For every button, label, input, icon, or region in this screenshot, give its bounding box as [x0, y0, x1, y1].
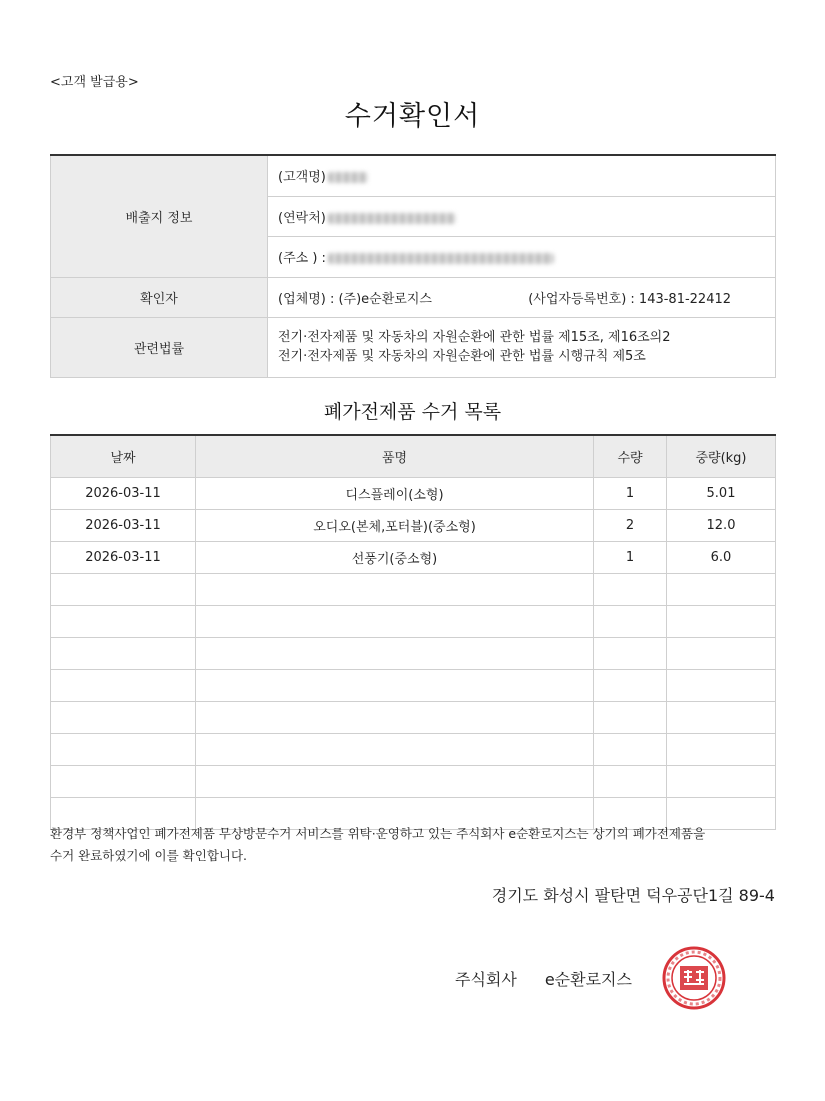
row-date: 2026-03-11	[51, 478, 196, 510]
company-name-text: (업체명) : (주)e순환로지스	[278, 291, 432, 307]
company-address: 경기도 화성시 팔탄면 덕우공단1길 89-4	[491, 886, 775, 905]
collection-list-title: 폐가전제품 수거 목록	[323, 401, 502, 423]
collection-list-table	[50, 434, 776, 830]
table-row	[51, 510, 776, 542]
customer-name-label: (고객명)	[278, 170, 326, 186]
column-header-date: 날짜	[51, 435, 196, 478]
row-weight: 5.01	[667, 478, 776, 510]
statement-line-1: 환경부 정책사업인 폐가전제품 무상방문수거 서비스를 위탁·운영하고 있는 주식회사 e순환로지스는 상기의 폐가전제품을	[50, 826, 706, 841]
row-quantity: 2	[594, 510, 667, 542]
related-law-cell	[268, 317, 776, 377]
statement-line-2: 수거 완료하였기에 이를 확인합니다.	[50, 848, 248, 863]
table-row	[51, 542, 776, 574]
customer-name-cell	[268, 155, 776, 196]
empty-row	[51, 638, 776, 670]
column-header-weight: 중량(kg)	[667, 435, 776, 478]
redacted-contact	[328, 213, 456, 224]
row-date: 2026-03-11	[51, 542, 196, 574]
confirmer-cell	[268, 277, 776, 317]
row-item: 오디오(본체,포터블)(중소형)	[196, 510, 594, 542]
empty-row	[51, 702, 776, 734]
company-seal-stamp	[662, 946, 726, 1010]
row-date: 2026-03-11	[51, 510, 196, 542]
company-prefix: 주식회사	[455, 970, 517, 989]
company-signature	[455, 967, 632, 990]
empty-row	[51, 734, 776, 766]
empty-row	[51, 574, 776, 606]
discharge-info-label: 배출지 정보	[51, 155, 268, 277]
document-title: 수거확인서	[344, 101, 481, 132]
info-table	[50, 154, 776, 378]
related-law-label: 관련법률	[51, 317, 268, 377]
redacted-address	[328, 253, 554, 264]
row-quantity: 1	[594, 542, 667, 574]
row-quantity: 1	[594, 478, 667, 510]
address-label: (주소 ) :	[278, 251, 326, 266]
copy-type-tag: <고객 발급용>	[50, 75, 139, 90]
confirmation-statement	[50, 823, 780, 867]
business-number-text: (사업자등록번호) : 143-81-22412	[528, 291, 732, 307]
row-item: 디스플레이(소형)	[196, 478, 594, 510]
table-row	[51, 478, 776, 510]
contact-label: (연락처)	[278, 210, 326, 226]
column-header-quantity: 수량	[594, 435, 667, 478]
column-header-item: 품명	[196, 435, 594, 478]
row-weight: 12.0	[667, 510, 776, 542]
law-line-2: 전기·전자제품 및 자동차의 자원순환에 관한 법률 시행규칙 제5조	[278, 349, 646, 364]
empty-row	[51, 766, 776, 798]
company-name: e순환로지스	[544, 970, 632, 989]
contact-cell	[268, 196, 776, 236]
confirmer-label: 확인자	[51, 277, 268, 317]
redacted-customer-name	[328, 172, 368, 183]
law-line-1: 전기·전자제품 및 자동차의 자원순환에 관한 법률 제15조, 제16조의2	[278, 330, 671, 345]
row-weight: 6.0	[667, 542, 776, 574]
row-item: 선풍기(중소형)	[196, 542, 594, 574]
empty-row	[51, 670, 776, 702]
address-cell	[268, 236, 776, 277]
empty-row	[51, 606, 776, 638]
